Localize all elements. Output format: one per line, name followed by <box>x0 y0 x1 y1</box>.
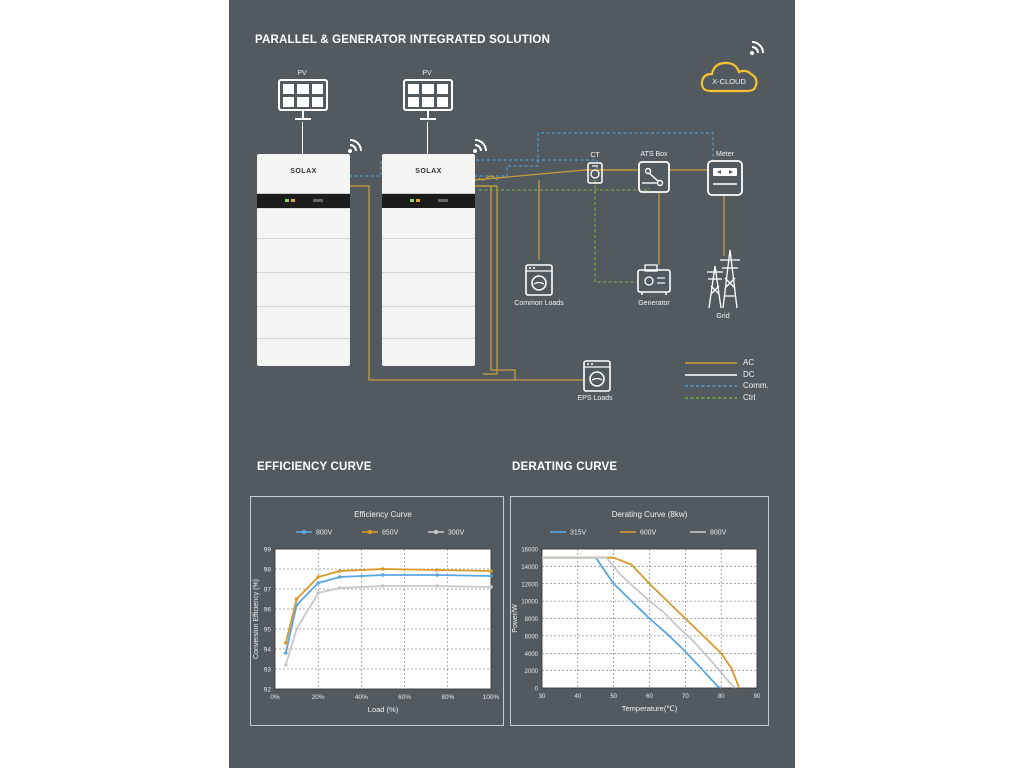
brand-logo: SOLAX <box>415 168 442 175</box>
wifi-icon <box>472 136 490 154</box>
y-tick-label: 94 <box>263 646 271 654</box>
cloud-label: X-CLOUD <box>712 77 746 86</box>
data-point-650V <box>435 568 439 572</box>
legend-label-650V: 650V <box>382 529 399 537</box>
legend-marker-650V <box>368 530 372 534</box>
x-tick-label: 70 <box>681 694 689 700</box>
derating-chart <box>510 496 769 726</box>
legend-marker-300V <box>434 530 438 534</box>
x-tick-label: 80% <box>441 694 455 701</box>
data-point-650V <box>284 641 288 645</box>
data-point-800V <box>316 581 320 585</box>
ct-label: CT <box>590 152 600 159</box>
y-tick-label: 99 <box>263 546 271 554</box>
grid-label: Grid <box>716 313 730 320</box>
ct-sensor-icon <box>587 162 603 184</box>
x-axis-label: Load (%) <box>367 705 399 714</box>
data-point-800V <box>489 574 493 578</box>
inverter-display-bar <box>257 194 350 208</box>
inverter-battery-stack-1 <box>257 154 350 366</box>
data-point-650V <box>338 569 342 573</box>
solution-panel <box>229 0 795 768</box>
data-point-800V <box>338 575 342 579</box>
y-tick-label: 10000 <box>521 599 538 606</box>
data-point-650V <box>316 575 320 579</box>
brand-logo: SOLAX <box>290 168 317 175</box>
data-point-300V <box>316 591 320 595</box>
inverter-battery-stack-2 <box>382 154 475 366</box>
data-point-300V <box>284 663 288 667</box>
wifi-icon <box>749 38 767 56</box>
system-heading: PARALLEL & GENERATOR INTEGRATED SOLUTION <box>255 34 551 46</box>
data-point-300V <box>435 584 439 588</box>
data-point-800V <box>381 573 385 577</box>
cloud-icon <box>699 55 761 95</box>
legend-ctrl-label: Ctrl <box>743 393 756 402</box>
x-axis-label: Temperature(℃) <box>621 704 678 713</box>
x-tick-label: 60 <box>646 694 653 700</box>
data-point-650V <box>489 569 493 573</box>
generator-icon <box>637 264 671 296</box>
legend-label-300V: 300V <box>448 529 465 537</box>
inverter-display-bar <box>382 194 475 208</box>
legend-comm-label: Comm. <box>743 381 769 390</box>
data-point-800V <box>284 651 288 655</box>
legend-dc-label: DC <box>743 370 755 379</box>
ctrl-lines <box>479 180 649 282</box>
meter-label: Meter <box>716 151 734 158</box>
inverter-unit <box>257 154 350 194</box>
ats-box-icon <box>638 161 670 193</box>
legend-label-315V: 315V <box>570 529 587 537</box>
pv-label-2: PV <box>422 70 432 77</box>
meter-icon <box>707 160 743 196</box>
derating-heading: DERATING CURVE <box>512 461 618 473</box>
x-tick-label: 30 <box>538 694 546 700</box>
x-tick-label: 40 <box>574 694 582 700</box>
y-tick-label: 0 <box>534 686 538 693</box>
efficiency-chart <box>250 496 504 726</box>
pv-dc-cable-2 <box>427 122 428 154</box>
data-point-800V <box>435 573 439 577</box>
y-tick-label: 12000 <box>521 582 538 589</box>
y-tick-label: 92 <box>263 686 271 694</box>
y-tick-label: 4000 <box>524 651 538 658</box>
y-tick-label: 98 <box>263 566 271 574</box>
y-tick-label: 8000 <box>524 617 538 623</box>
y-tick-label: 96 <box>263 606 271 614</box>
x-tick-label: 90 <box>753 694 761 700</box>
x-tick-label: 20% <box>311 694 325 701</box>
pv-label-1: PV <box>297 70 307 77</box>
pv-dc-cable-1 <box>302 122 303 154</box>
solar-panel-icon <box>402 78 454 122</box>
wifi-icon <box>347 136 365 154</box>
chart-title: Efficiency Curve <box>354 510 412 519</box>
eps-loads-label: EPS Loads <box>577 395 613 402</box>
x-tick-label: 60% <box>398 694 412 701</box>
grid-tower-icon <box>701 246 745 310</box>
washing-machine-icon <box>525 264 553 296</box>
y-axis-label: Conversion Efficiency (%) <box>253 578 260 660</box>
y-tick-label: 2000 <box>524 669 538 676</box>
x-tick-label: 80 <box>717 694 725 700</box>
efficiency-heading: EFFICIENCY CURVE <box>257 461 372 473</box>
data-point-300V <box>489 585 493 589</box>
common-loads-label: Common Loads <box>514 300 564 307</box>
y-tick-label: 6000 <box>524 634 538 641</box>
ats-label: ATS Box <box>640 151 668 158</box>
y-tick-label: 93 <box>263 666 271 674</box>
legend-label-800V: 800V <box>316 529 333 537</box>
data-point-300V <box>295 627 299 631</box>
y-axis-label: Power/W <box>512 604 519 633</box>
legend-ac-label: AC <box>743 358 755 367</box>
x-tick-label: 100% <box>482 694 500 701</box>
x-tick-label: 50 <box>610 694 618 700</box>
legend-marker-800V <box>302 530 306 534</box>
y-tick-label: 95 <box>263 626 271 634</box>
data-point-650V <box>381 567 385 571</box>
y-tick-label: 97 <box>263 586 271 594</box>
washing-machine-icon <box>583 360 611 392</box>
chart-title: Derating Curve (8kw) <box>611 510 688 519</box>
legend-label-600V: 600V <box>640 529 657 537</box>
data-point-300V <box>381 584 385 588</box>
y-tick-label: 14000 <box>521 564 538 571</box>
inverter-unit <box>382 154 475 194</box>
generator-label: Generator <box>638 300 670 307</box>
data-point-650V <box>295 597 299 601</box>
x-tick-label: 0% <box>270 694 280 701</box>
x-tick-label: 40% <box>354 694 368 701</box>
y-tick-label: 16000 <box>521 547 538 554</box>
data-point-300V <box>338 586 342 590</box>
legend-label-800V: 800V <box>710 529 727 537</box>
solar-panel-icon <box>277 78 329 122</box>
